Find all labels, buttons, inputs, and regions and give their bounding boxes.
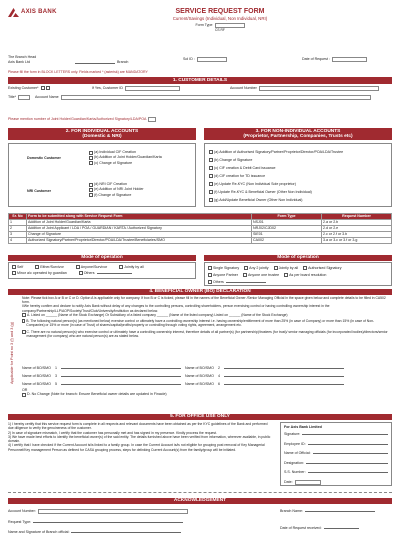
bo-name-5[interactable] [61,384,181,385]
bo-option-a-checkbox[interactable] [22,313,26,317]
ack-signature-field[interactable] [71,532,181,533]
mode-anyone-trustee[interactable]: Anyone one trustee [243,272,279,279]
nri-customer-label: NRI Customer [27,189,51,193]
bo-side-label: Applicable for Point no 3 (f) and 3 (g) [10,321,14,384]
checkbox[interactable] [89,183,93,187]
declaration-4: 4) I certify that I have checked if the Current Account is/is linked to a family group. In case the Current Account is/is not eligible for grouping post removal of Key Managerial Personnel/Key management Person as defined for CASA grouping process, steps for delinking Current Account(s) from the family/group will be initiated. [8,443,265,452]
bo-label: Name of BO/SMO [184,374,214,378]
others-field[interactable] [97,273,132,274]
ss-number-label: S.S. Number: [284,470,306,474]
checkbox[interactable] [209,158,213,162]
bo-option-d: D. No Change (Note for branch: Ensure Beneficial owner details are updated in Finacle) [27,392,167,396]
option-ni-change-signature[interactable]: (b) Change of Signature [209,156,387,164]
checkbox[interactable] [76,265,80,269]
cell-type: NRJ02/CJD02 [252,226,322,232]
mode-operation-left [8,262,196,279]
block-letters-note: Please fill the form in BLOCK LETTERS only. Fields marked * (asterisk) are MANDATORY [8,70,148,74]
checkbox[interactable] [243,273,247,277]
cell-no: 3 [9,232,27,238]
mode-either-survivor[interactable]: Either/Survivor [35,265,64,269]
col-form-type: Form Type [252,214,322,220]
ack-account-label: Account Number: [8,509,36,514]
non-individual-body [204,143,392,207]
bo-body [22,296,392,338]
checkbox[interactable] [209,166,213,170]
forms-table [8,213,392,244]
form-title: SERVICE REQUEST FORM [175,8,265,15]
option-nri-cif[interactable]: (d) NRI CIF Creation [89,182,144,187]
option-add-auth-signatory[interactable]: (a) Addition of Authorised Signatory/Partner/Proprietor/Director/POA/LDA/Trustee [209,148,387,156]
option-rekyc-bo[interactable]: (f) Update Re-KYC & Beneficial Owner (Other Non Individual) [209,188,387,196]
mode-anyone-survivor[interactable]: Anyone/Survivor [76,265,107,269]
nri-options [89,182,144,198]
mode-self[interactable]: Self [12,265,23,269]
office-use-signoff [280,422,392,486]
domestic-customer-label: Domestic Customer [27,156,61,160]
ack-account-input[interactable] [38,509,188,514]
col-request-number: Request Number [322,214,392,220]
official-name-label: Name of Official: [284,451,311,455]
bo-name-1[interactable] [61,368,181,369]
mode-any-two[interactable]: Any 2 jointly [244,265,268,272]
joint-holder-count-input[interactable] [148,117,156,122]
account-number-input[interactable] [259,86,379,91]
bo-label: Name of BO/SMO [22,366,51,370]
option-nri-change-signature[interactable]: (f) Change of Signature [89,193,144,198]
ack-request-field[interactable] [33,522,183,523]
bo-label: Name of BO/SMO [22,382,51,386]
employee-id-field[interactable] [308,444,388,445]
others-ni-field[interactable] [226,282,266,283]
bo-or: OR [22,388,28,392]
checkbox[interactable] [208,280,212,284]
ack-branch-label: Branch Name: [280,509,303,513]
account-name-input[interactable] [61,95,371,100]
bo-label: Name of BO/SMO [184,366,214,370]
checkbox[interactable] [89,188,93,192]
bo-option-c: C. There are no natural person(s) who exercise control or ultimately have a controlling ownership interest, therefore details of all partner(s) (for partnership)/trustees (for trust)/ senior managing officials (for incorporated bodies)/directors/senior management (for company) who are natural person(s) are as stated below. [26,329,388,338]
mode-operation-right-header: Mode of operation [204,255,392,261]
bo-name-2[interactable] [224,368,344,369]
branch-label: Branch [117,60,129,64]
bo-option-a: A. Listed on ______ (Name of the Stock Exchange) Or Subsidiary of a listed company ______ (Name of the listed company) Listed on ______ (Name of the Stock Exchange) [27,312,288,317]
account-name-label: Account Name [35,95,59,100]
section-office-use-header: 5. FOR OFFICE USE ONLY [8,414,392,420]
cut-line [8,492,392,493]
date-of-request-input[interactable] [332,57,367,62]
mode-board-resolution[interactable]: As per board resolution [284,272,326,279]
account-number-label: Account Number [230,86,257,91]
ss-number-field[interactable] [308,472,388,473]
option-add-joint-holder[interactable]: (b) Addition of Joint Holder/Guardian/Karta [89,155,162,160]
cell-req: 2.a or 2.b [322,220,392,226]
section-non-individual-header [204,128,392,140]
checkbox[interactable] [274,266,278,270]
form-type-box [215,23,245,28]
cell-form: Addition of Joint Holder/Guardian/Karta [27,220,252,226]
non-individual-header-line1: 3. FOR NON-INDIVIDUAL ACCOUNTS [255,128,341,134]
col-form: Form to be submitted along with Service Request Form [27,214,252,220]
office-use-declarations [8,422,273,452]
designation-label: Designation: [284,460,304,465]
option-cif-debit-card[interactable]: (c) CIF creation & Debit Card issuance [209,164,387,172]
title-input[interactable] [18,95,30,100]
cell-form: Addition of Joint Applicant / LDA / POA / GUARDIAN / KARTA / Authorized Signatory [27,226,252,232]
checkbox[interactable] [89,151,93,155]
checkbox[interactable] [209,174,213,178]
joint-holder-note: Please mention number of Joint Holder/Guardian/Karta/Authorized Signatory/LDA/POA [8,117,147,122]
brand-name: AXIS BANK [21,8,57,15]
bank-label: Axis Bank Ltd [8,60,30,64]
cell-req: 2.c or 2.f or 3.b [322,232,392,238]
section-individual-header [8,128,196,140]
declaration-1: 1) I hereby certify that this service request form is complete in all respects and relevant documents have been obtained as per the KYC guidelines of the Bank and performed due diligence to verify the genuineness of the customer. [8,422,268,431]
form-type-label: Form Type [195,23,213,28]
mode-operation-left-header: Mode of operation [8,255,196,261]
non-individual-header-line2: (Proprietor, Partnership, Companies, Trusts etc) [243,134,353,139]
checkbox[interactable] [12,271,16,275]
signature-label: Signature: [284,432,301,436]
mode-jointly-all[interactable]: Jointly by all [119,265,144,269]
mode-minor-guardian[interactable]: Minor a/c operated by guardian [12,271,67,275]
checkbox[interactable] [303,266,307,270]
bo-note: Note: Please tick box A or B or C or D. Option A is applicable only for company. If box B or C is ticked, please fill in the names of the Beneficial Owner /Senior Managing Official in the space given below and complete details to be filled in CA502 form. [22,296,386,305]
official-name-field[interactable] [313,453,389,454]
bo-intro: I/We hereby confirm and declare to notify Axis Bank without delay of any changes to the controlling persons, controlling shareholders, person exercising control or having controlling ownership interest in the company/Partnership/LLP/AOP/Society/Trust/Club/University/Institution as declared below. [22,304,330,313]
section-customer-details-header: 1. CUSTOMER DETAILS [8,77,392,84]
individual-header-line2: (Domestic & NRI) [82,134,122,139]
bo-names: Name of BO/SMO 1 Name of BO/SMO 2 Name of BO/SMO 3 Name of BO/SMO 4 Name of BO/SMO 5 Name of BO/SMO 6 OR D. No Change (Note for branch: Ensure Beneficial owner details are updated in Finacle) [22,364,392,397]
table-row [9,238,392,244]
sol-id-input[interactable] [197,57,227,62]
cell-no: 1 [9,220,27,226]
customer-id-input[interactable] [125,86,180,91]
option-individual-cif[interactable]: (a) Individual CIF Creation [89,150,162,155]
section-bo-header: 4. BENEFICIAL OWNER (BO) DECLARATION [8,289,392,295]
cell-no: 2 [9,226,27,232]
ack-date-field[interactable] [324,528,359,529]
cell-no: 4 [9,238,27,244]
checkbox[interactable] [209,198,213,202]
mode-anyone-partner[interactable]: Anyone Partner [208,272,238,279]
mode-auth-signatory[interactable]: Authorised Signatory [303,265,341,272]
domestic-options [89,150,162,166]
cell-form: Change of Signature [27,232,252,238]
branch-field[interactable] [75,61,115,64]
option-cif-td[interactable]: (d) CIF creation for TD issuance [209,172,387,180]
bo-option-b-checkbox[interactable] [22,319,25,323]
checkbox[interactable] [208,266,212,270]
ack-date-label: Date of Request received: [280,526,322,530]
checkbox[interactable] [89,156,93,160]
checkbox[interactable] [284,273,288,277]
bo-name-6[interactable] [224,384,344,385]
existing-yes-checkbox[interactable] [41,86,45,90]
option-add-nri-joint[interactable]: (e) Addition of NRI Joint Holder [89,187,144,192]
ack-branch-field[interactable] [305,511,375,512]
title-label: Title* [8,95,17,100]
checkbox[interactable] [79,271,83,275]
col-sr-no: Sr. No [9,214,27,220]
axis-logo-icon [8,8,19,17]
employee-id-label: Employee ID: [284,441,306,446]
checkbox[interactable] [209,190,213,194]
bo-name-3[interactable] [61,376,181,377]
cell-req: 2.d or 2.e [322,226,392,232]
cell-type: SIE01 [252,232,322,238]
bo-name-4[interactable] [224,376,344,377]
branch-head-label: The Branch Head [8,55,37,59]
form-subtitle: Current/Savings (Individual, Non Individual, NRI) [172,16,268,22]
acknowledgement-header: ACKNOWLEDGEMENT [8,498,392,504]
ack-signature-label: Name and Signature of Branch official: [8,530,70,534]
ack-request-label: Request Type: [8,520,32,524]
checkbox[interactable] [209,182,213,186]
signature-field[interactable] [302,434,388,435]
declaration-2: 2) In case of signature mismatch, I certify that the customer has personally met and has signed in my presence. Kindly process the request. [8,430,218,435]
customer-id-label: If Yes, Customer ID [92,86,123,91]
individual-body [8,143,196,207]
cell-form: Authorized Signatory/Partner/Proprietor/Director/POA/LDA/Trustee/Beneficiaries/SMO [27,238,252,244]
date-field[interactable] [295,480,321,485]
cell-type: CA002 [252,238,322,244]
date-of-request-label: Date of Request : [302,57,330,62]
checkbox[interactable] [209,150,213,154]
declaration-3: 3) We have made best efforts to identify the beneficial owner(s) of the said entity. The details furnished above have been verified from information, wherever available, in public domain. [8,434,271,444]
existing-no-checkbox[interactable] [46,86,50,90]
brand-logo [8,8,57,17]
sol-id-label: Sol ID : [183,57,195,62]
cell-type: NSJ01 [252,220,322,226]
form-type-code: CS RF [215,27,225,32]
for-axis-bank: For Axis Bank Limited [284,425,322,429]
option-update-bo[interactable]: (g) Add/Update Beneficial Owner (Other Non Individual) [209,196,387,204]
mode-single-signatory[interactable]: Single Signatory [208,265,239,272]
checkbox[interactable] [89,193,93,197]
checkbox[interactable] [89,161,93,165]
checkbox[interactable] [35,265,39,269]
bo-option-b: B. The following natural person(s) (as mentioned below) exercise control or ultimately have a controlling ownership interest i.e. having ownership/entitlement of more than 25% (in case of Company) or more than 15% (in case of Non-Companies) or 15% or more (in case of Trust) of shares/capital/profits/property or controlling through voting rights, agreement, arrangement etc. [26,319,375,328]
cell-req: 3.a or 3.c or 3.f or 3.g [322,238,392,244]
bo-label: Name of BO/SMO [184,382,214,386]
mode-operation-right [204,262,392,286]
option-change-signature[interactable]: (c) Change of Signature [89,161,162,166]
mode-jointly-all-ni[interactable]: Jointly by all [274,265,299,272]
checkbox[interactable] [244,266,248,270]
mode-others-ni[interactable]: Others [208,279,266,286]
checkbox[interactable] [12,265,16,269]
form-title-block [120,8,320,33]
existing-customer-label: Existing Customer* [8,86,39,90]
individual-header-line1: 2. FOR INDIVIDUAL ACCOUNTS [65,128,139,134]
mode-others[interactable]: Others [79,271,132,275]
checkbox[interactable] [208,273,212,277]
bo-option-d-checkbox[interactable] [22,393,26,397]
bo-label: Name of BO/SMO [22,374,51,378]
designation-field[interactable] [306,463,388,464]
date-label: Date: [284,479,293,484]
option-rekyc-sole[interactable]: (e) Update Re-KYC (Non Individual Sole proprietor) [209,180,387,188]
bo-option-c-checkbox[interactable] [22,330,26,334]
checkbox[interactable] [119,265,123,269]
